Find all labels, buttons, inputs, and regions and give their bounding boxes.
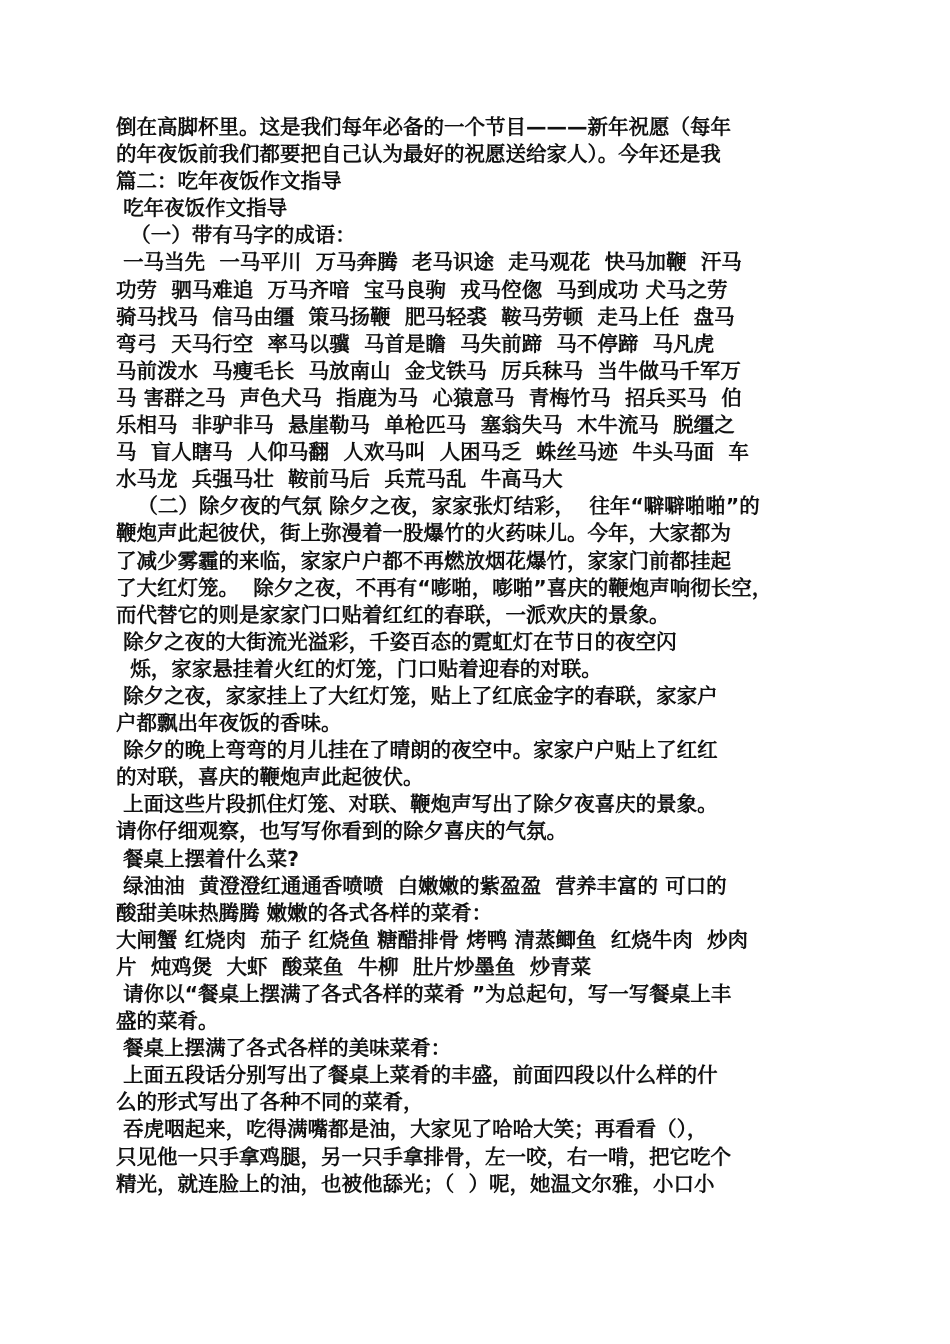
text-line: 盛的菜肴。 [116,1009,219,1034]
text-line: 请你以“餐桌上摆满了各式各样的菜肴 ”为总起句，写一写餐桌上丰 [116,982,732,1006]
text-line: 骑马找马 信马由缰 策马扬鞭 肥马轻裘 鞍马劳顿 走马上任 盘马 [116,304,735,329]
text-line: 水马龙 兵强马壮 鞍前马后 兵荒马乱 牛高马大 [116,467,563,492]
text-line: 而代替它的则是家家门口贴着红红的春联，一派欢庆的景象。 [116,602,670,627]
article-title: 吃年夜饭作文指导 [116,196,288,221]
text-line: 绿油油 黄澄澄红通通香喷喷 白嫩嫩的紫盈盈 营养丰富的 可口的 [116,873,727,898]
text-line: 马 盲人瞎马 人仰马翻 人欢马叫 人困马乏 蛛丝马迹 牛头马面 车 [116,440,749,465]
text-line: 的对联，喜庆的鞭炮声此起彼伏。 [116,765,424,790]
text-line: 除夕之夜的大街流光溢彩，千姿百态的霓虹灯在节日的夜空闪 [116,629,677,654]
text-line: 餐桌上摆满了各式各样的美味菜肴： [116,1036,452,1061]
text-line: 酸甜美味热腾腾 嫩嫩的各式各样的菜肴： [116,900,493,925]
text-line: 鞭炮声此起彼伏，街上弥漫着一股爆竹的火药味儿。今年，大家都为 [116,521,731,546]
text-line: 了大红灯笼。 除夕之夜，不再有“嘭啪，嘭啪”喜庆的鞭炮声响彻长空， [116,575,773,600]
text-line: 上面五段话分别写出了餐桌上菜肴的丰盛，前面四段以什么样的什 [116,1063,718,1088]
text-line: 片 炖鸡煲 大虾 酸菜鱼 牛柳 肚片炒墨鱼 炒青菜 [116,954,592,979]
text-line: 的年夜饭前我们都要把自己认为最好的祝愿送给家人）。今年还是我 [116,142,721,167]
text-line: 烁，家家悬挂着火红的灯笼，门口贴着迎春的对联。 [116,656,602,681]
text-line: 大闸蟹 红烧肉 茄子 红烧鱼 糖醋排骨 烤鸭 清蒸鲫鱼 红烧牛肉 炒肉 [116,927,749,952]
text-line: 除夕之夜，家家挂上了大红灯笼，贴上了红底金字的春联，家家户 [116,683,718,708]
text-line: 倒在高脚杯里。这是我们每年必备的一个节目———新年祝愿（每年 [116,115,731,139]
section-heading: 篇二：吃年夜饭作文指导 [116,169,342,194]
text-line: 精光，就连脸上的油，也被他舔光；（ ）呢，她温文尔雅，小口小 [116,1171,715,1196]
text-line: 吞虎咽起来，吃得满嘴都是油，大家见了哈哈大笑；再看看（）， [116,1117,708,1142]
subsection-heading: （一）带有马字的成语： [116,223,356,248]
text-line: 了减少雾霾的来临，家家户户都不再燃放烟花爆竹，家家门前都挂起 [116,548,731,573]
text-line: 乐相马 非驴非马 悬崖勒马 单枪匹马 塞翁失马 木牛流马 脱缰之 [116,413,735,438]
text-line: 么的形式写出了各种不同的菜肴， [116,1090,424,1115]
text-line: 户都飘出年夜饭的香味。 [116,711,342,736]
text-line: 弯弓 天马行空 率马以骥 马首是瞻 马失前蹄 马不停蹄 马凡虎 [116,331,715,356]
text-line: 除夕的晚上弯弯的月儿挂在了晴朗的夜空中。家家户户贴上了红红 [116,738,718,763]
text-line: 马 害群之马 声色犬马 指鹿为马 心猿意马 青梅竹马 招兵买马 伯 [116,385,742,410]
text-line: 餐桌上摆着什么菜? [116,846,300,871]
text-line: 上面这些片段抓住灯笼、对联、鞭炮声写出了除夕夜喜庆的景象。 [116,792,718,817]
text-line: 只见他一只手拿鸡腿，另一只手拿排骨，左一咬，右一啃，把它吃个 [116,1144,731,1169]
text-line: 马前泼水 马瘦毛长 马放南山 金戈铁马 厉兵秣马 当牛做马千军万 [116,358,741,383]
text-line: 一马当先 一马平川 万马奔腾 老马识途 走马观花 快马加鞭 汗马 [116,250,742,275]
subsection-heading: （二）除夕夜的气氛 除夕之夜，家家张灯结彩， 往年“噼噼啪啪”的 [116,494,760,519]
text-line: 请你仔细观察，也写写你看到的除夕喜庆的气氛。 [116,819,567,844]
text-line: 功劳 驷马难追 万马齐喑 宝马良驹 戎马倥偬 马到成功 犬马之劳 [116,277,728,302]
document-page [116,114,856,1198]
